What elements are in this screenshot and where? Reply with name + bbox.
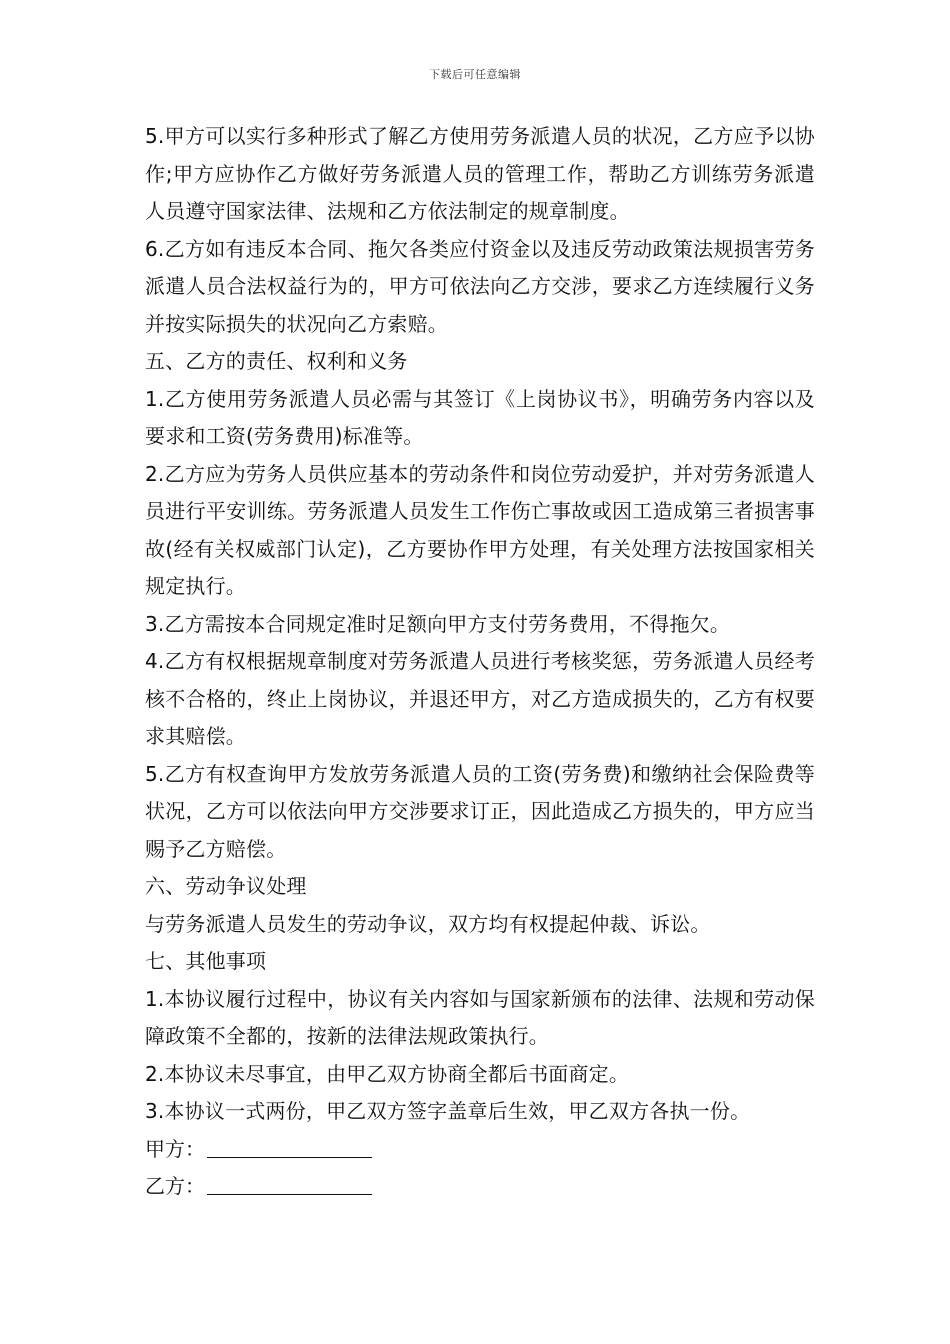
clause-paragraph: 4.乙方有权根据规章制度对劳务派遣人员进行考核奖惩，劳务派遣人员经考核不合格的，终止上岗协议，并退还甲方，对乙方造成损失的，乙方有权要求其赔偿。 xyxy=(145,649,815,748)
clause-paragraph: 1.本协议履行过程中，协议有关内容如与国家新颁布的法律、法规和劳动保障政策不全都的，按新的法律法规政策执行。 xyxy=(145,986,815,1048)
clause-paragraph: 1.乙方使用劳务派遣人员必需与其签订《上岗协议书》，明确劳务内容以及要求和工资(劳务费用)标准等。 xyxy=(145,386,815,448)
party-a-signature-line xyxy=(145,1131,815,1169)
header-note: 下载后可任意编辑 xyxy=(429,68,521,81)
clause-paragraph: 5.甲方可以实行多种形式了解乙方使用劳务派遣人员的状况，乙方应予以协作;甲方应协作乙方做好劳务派遣人员的管理工作，帮助乙方训练劳务派遣人员遵守国家法律、法规和乙方依法制定的规章制度。 xyxy=(145,124,815,223)
party-b-signature-blank xyxy=(207,1172,372,1195)
party-b-signature-line xyxy=(145,1168,815,1206)
section-heading: 六、劳动争议处理 xyxy=(145,874,307,898)
clause-paragraph: 与劳务派遣人员发生的劳动争议，双方均有权提起仲裁、诉讼。 xyxy=(145,911,711,936)
clause-paragraph: 2.乙方应为劳务人员供应基本的劳动条件和岗位劳动爱护，并对劳务派遣人员进行平安训练。劳务派遣人员发生工作伤亡事故或因工造成第三者损害事故(经有关权威部门认定)，乙方要协作甲方处理，有关处理方法按国家相关规定执行。 xyxy=(145,461,815,598)
party-a-signature-blank xyxy=(207,1135,372,1158)
document-body xyxy=(145,118,815,1206)
clause-paragraph: 6.乙方如有违反本合同、拖欠各类应付资金以及违反劳动政策法规损害劳务派遣人员合法权益行为的，甲方可依法向乙方交涉，要求乙方连续履行义务并按实际损失的状况向乙方索赔。 xyxy=(145,236,815,336)
section-heading: 七、其他事项 xyxy=(145,949,267,973)
clause-paragraph: 3.乙方需按本合同规定准时足额向甲方支付劳务费用，不得拖欠。 xyxy=(145,611,731,636)
clause-paragraph: 3.本协议一式两份，甲乙双方签字盖章后生效，甲乙双方各执一份。 xyxy=(145,1099,751,1123)
section-heading: 五、乙方的责任、权利和义务 xyxy=(145,349,408,373)
clause-paragraph: 5.乙方有权查询甲方发放劳务派遣人员的工资(劳务费)和缴纳社会保险费等状况，乙方可以依法向甲方交涉要求订正，因此造成乙方损失的，甲方应当赐予乙方赔偿。 xyxy=(145,761,815,861)
party-a-label: 甲方： xyxy=(145,1136,205,1161)
party-b-label: 乙方： xyxy=(145,1174,205,1198)
clause-paragraph: 2.本协议未尽事宜，由甲乙双方协商全都后书面商定。 xyxy=(145,1061,630,1086)
